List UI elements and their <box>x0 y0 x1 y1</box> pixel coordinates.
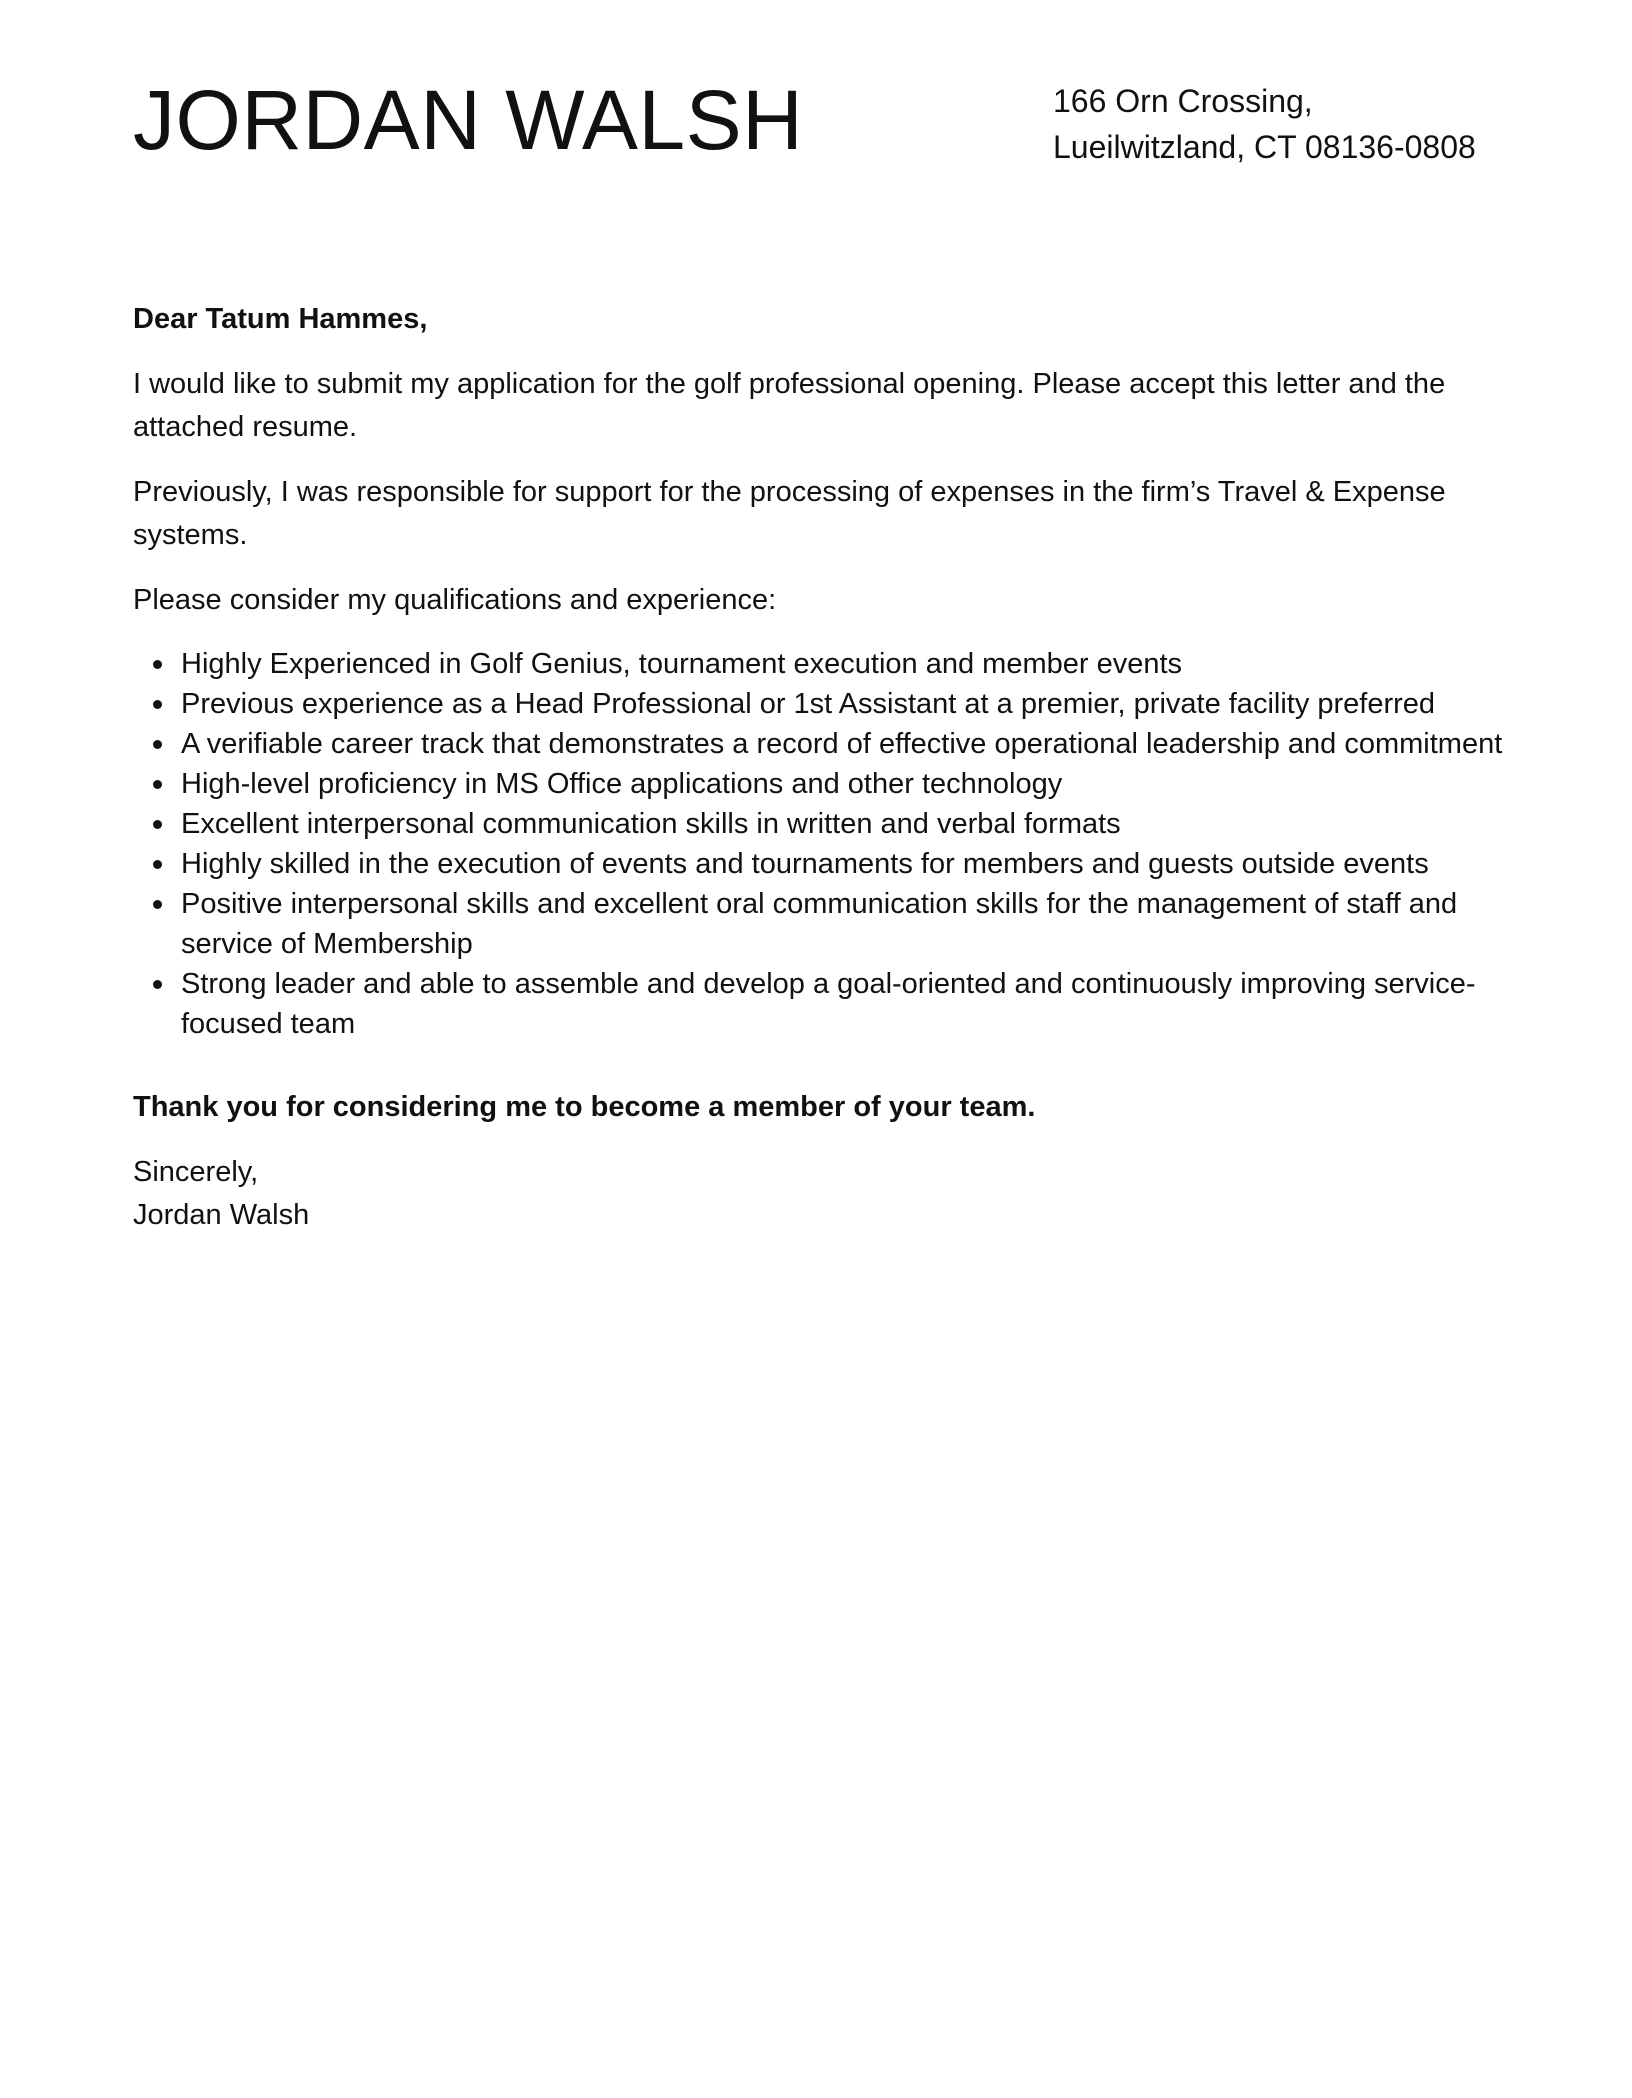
list-item: Excellent interpersonal communication skills in written and verbal formats <box>181 804 1503 844</box>
closing-statement: Thank you for considering me to become a member of your team. <box>133 1091 1036 1123</box>
letter-header <box>133 70 1499 180</box>
list-item: Previous experience as a Head Professional or 1st Assistant at a premier, private facility preferred <box>181 684 1503 724</box>
signoff-block <box>133 1151 1503 1237</box>
list-item: A verifiable career track that demonstrates a record of effective operational leadership and commitment <box>181 724 1503 764</box>
intro-paragraph: I would like to submit my application for the golf professional opening. Please accept this letter and the attached resume. <box>133 368 1446 443</box>
qualifications-intro: Please consider my qualifications and experience: <box>133 584 777 616</box>
address-line-2: Lueilwitzland, CT 08136-0808 <box>1053 129 1476 165</box>
signoff-text: Sincerely, <box>133 1156 259 1188</box>
address-line-1: 166 Orn Crossing, <box>1053 83 1313 119</box>
qualifications-list <box>133 644 1503 1044</box>
letter-body <box>133 298 1503 1237</box>
list-item: Highly skilled in the execution of events and tournaments for members and guests outside events <box>181 844 1503 884</box>
experience-paragraph: Previously, I was responsible for support for the processing of expenses in the firm’s Travel & Expense systems. <box>133 476 1446 551</box>
letter-greeting: Dear Tatum Hammes, <box>133 303 428 335</box>
list-item: Strong leader and able to assemble and develop a goal-oriented and continuously improving service-focused team <box>181 964 1503 1044</box>
signature-name: Jordan Walsh <box>133 1199 310 1231</box>
applicant-name: JORDAN WALSH <box>133 73 804 167</box>
applicant-address <box>1053 78 1476 170</box>
list-item: High-level proficiency in MS Office applications and other technology <box>181 764 1503 804</box>
list-item: Positive interpersonal skills and excellent oral communication skills for the management of staff and service of Membership <box>181 884 1503 964</box>
list-item: Highly Experienced in Golf Genius, tournament execution and member events <box>181 644 1503 684</box>
